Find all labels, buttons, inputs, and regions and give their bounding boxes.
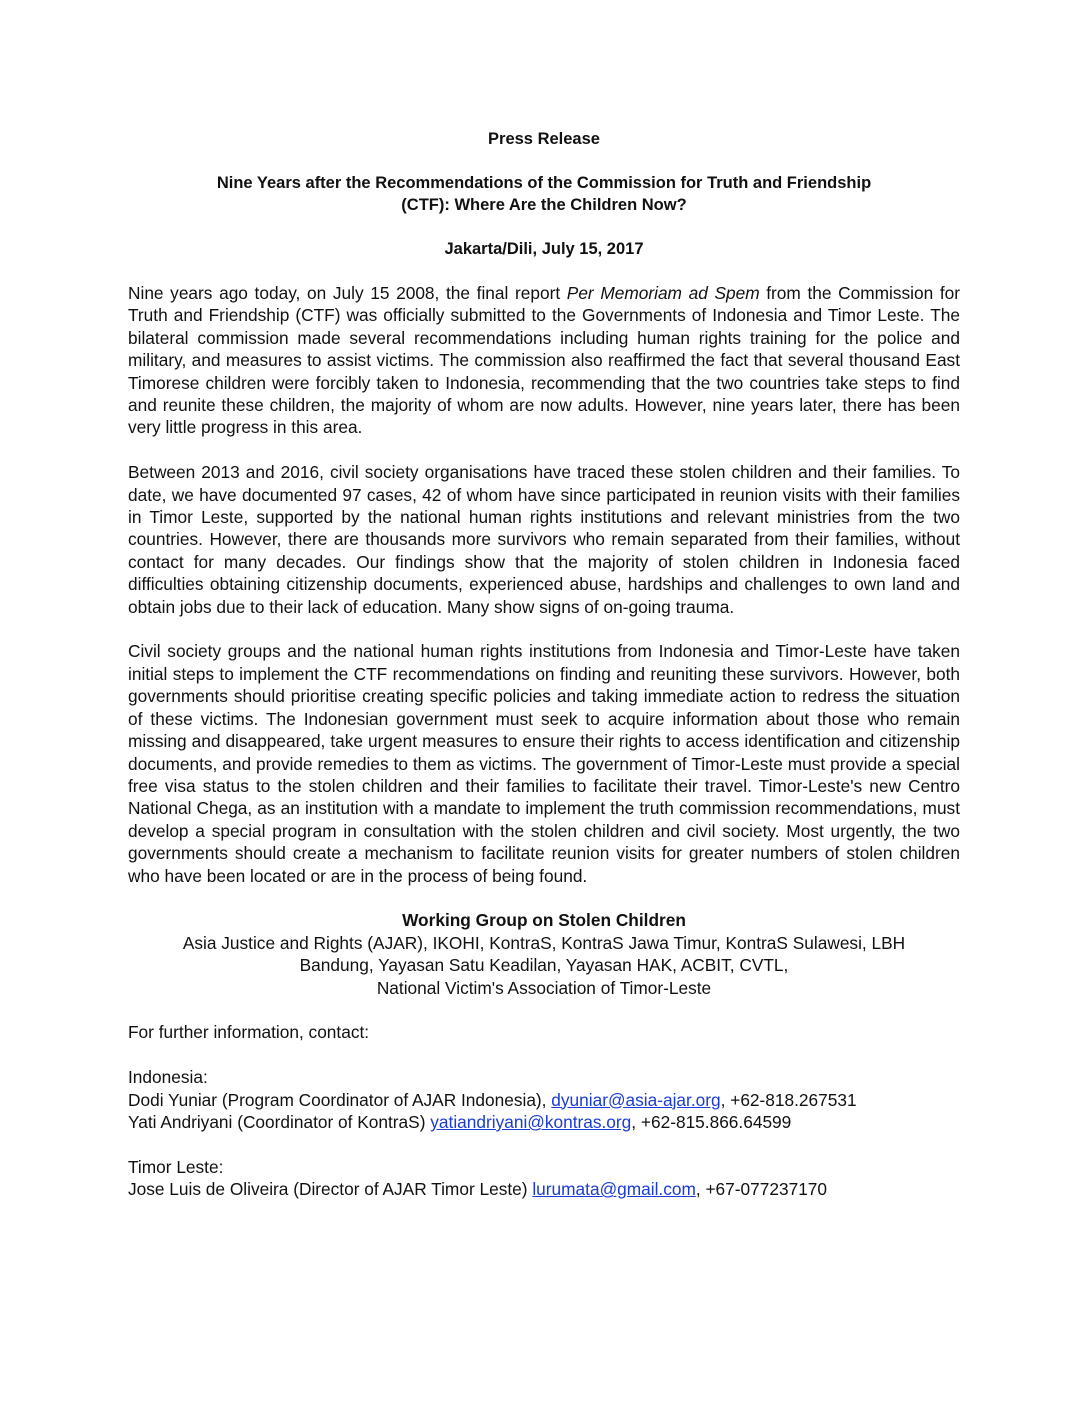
members-line-1: Asia Justice and Rights (AJAR), IKOHI, KontraS, KontraS Jawa Timur, KontraS Sulawesi, LBH bbox=[182, 932, 906, 953]
paragraph-1 bbox=[128, 282, 960, 439]
document-content bbox=[128, 128, 960, 1201]
indonesia-label: Indonesia: bbox=[128, 1067, 208, 1088]
contact-intro: For further information, contact: bbox=[128, 1022, 370, 1043]
paragraph-1-rest: from the Commission for Truth and Friendship (CTF) was officially submitted to the Governments of Indonesia and Timor Leste. The bilateral commission made several recommendations including human rights training for the police and military, and measures to assist victims. The commission also reaffirmed the fact that several thousand East Timorese children were forcibly taken to Indonesia, recommending that the two countries take steps to find and reunite these children, the majority of whom are now adults. However, nine years later, there has been very little progress in this area. bbox=[128, 283, 960, 438]
working-group-title: Working Group on Stolen Children bbox=[402, 910, 686, 931]
contact-jose bbox=[128, 1178, 960, 1200]
spacer bbox=[128, 1133, 960, 1155]
working-group-members bbox=[128, 932, 960, 999]
dodi-email-link[interactable]: dyuniar@asia-ajar.org bbox=[551, 1089, 721, 1110]
spacer bbox=[128, 1044, 960, 1066]
contact-dodi bbox=[128, 1089, 960, 1111]
subtitle-line-2: (CTF): Where Are the Children Now? bbox=[401, 196, 687, 214]
members-line-2: Bandung, Yayasan Satu Keadilan, Yayasan HAK, ACBIT, CVTL, bbox=[299, 955, 789, 976]
report-title-italic: Per Memoriam ad Spem bbox=[566, 283, 760, 303]
timor-leste-label: Timor Leste: bbox=[128, 1156, 224, 1177]
press-release-subtitle bbox=[128, 172, 960, 216]
contact-yati-phone: , +62-815.866.64599 bbox=[631, 1111, 792, 1132]
contact-yati bbox=[128, 1111, 960, 1133]
paragraph-3: Civil society groups and the national human rights institutions from Indonesia and Timor-Leste have taken initial steps to implement the CTF recommendations on finding and reuniting these survivors. However, both governments should prioritise creating specific policies and taking immediate action to redress the situation of these victims. The Indonesian government must seek to acquire information about those who remain missing and disappeared, take urgent measures to ensure their rights to access identification and citizenship documents, and provide remedies to them as victims. The government of Timor-Leste must provide a special free visa status to the stolen children and their families to facilitate their travel. Timor-Leste's new Centro National Chega, as an institution with a mandate to implement the truth commission recommendations, must develop a special program in consultation with the stolen children and civil society. Most urgently, the two governments should create a mechanism to facilitate reunion visits for greater numbers of stolen children who have been located or are in the process of being found. bbox=[128, 641, 960, 886]
contact-dodi-name: Dodi Yuniar (Program Coordinator of AJAR Indonesia), bbox=[128, 1089, 552, 1110]
members-line-3: National Victim's Association of Timor-Leste bbox=[376, 977, 712, 998]
jose-email-link[interactable]: lurumata@gmail.com bbox=[532, 1179, 696, 1200]
page-title: Press Release bbox=[488, 130, 600, 148]
dateline: Jakarta/Dili, July 15, 2017 bbox=[444, 240, 644, 258]
yati-email-link[interactable]: yatiandriyani@kontras.org bbox=[430, 1111, 632, 1132]
contact-jose-name: Jose Luis de Oliveira (Director of AJAR Timor Leste) bbox=[128, 1179, 533, 1200]
contact-dodi-phone: , +62-818.267531 bbox=[720, 1089, 857, 1110]
subtitle-line-1: Nine Years after the Recommendations of the Commission for Truth and Friendship bbox=[216, 174, 872, 192]
contact-yati-name: Yati Andriyani (Coordinator of KontraS) bbox=[128, 1111, 431, 1132]
paragraph-1-lead: Nine years ago today, on July 15 2008, the final report bbox=[128, 283, 567, 303]
paragraph-2: Between 2013 and 2016, civil society organisations have traced these stolen children and their families. To date, we have documented 97 cases, 42 of whom have since participated in reunion visits with their families in Timor Leste, supported by the national human rights institutions and relevant ministries from the two countries. However, there are thousands more survivors who remain separated from their families, without contact for many decades. Our findings show that the majority of stolen children in Indonesia faced difficulties obtaining citizenship documents, experienced abuse, hardships and challenges to own land and obtain jobs due to their lack of education. Many show signs of on-going trauma. bbox=[128, 462, 960, 617]
contact-jose-phone: , +67-077237170 bbox=[695, 1179, 828, 1200]
